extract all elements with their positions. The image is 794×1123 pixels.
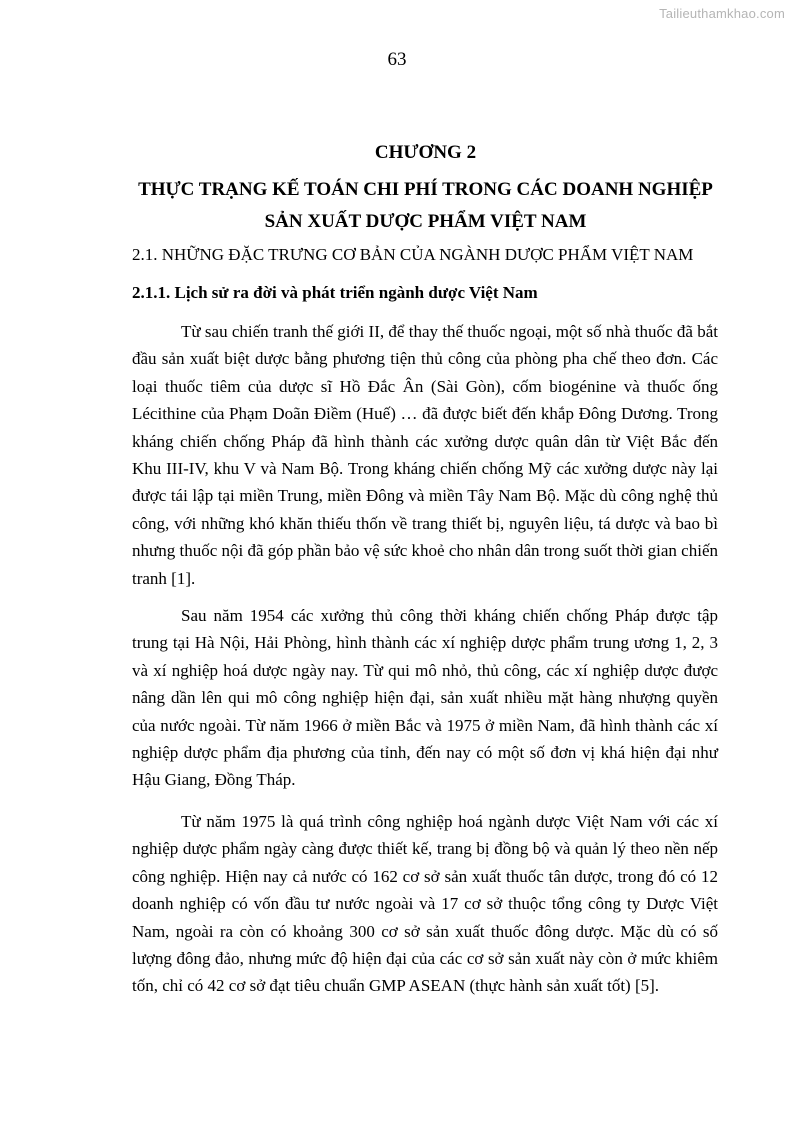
watermark: Tailieuthamkhao.com — [659, 6, 785, 21]
page-number: 63 — [387, 49, 407, 70]
body-paragraph-1: Từ sau chiến tranh thế giới II, để thay thế thuốc ngoại, một số nhà thuốc đã bắt đầu sản xuất biệt dược bằng phương tiện thủ công của phòng pha chế theo đơn. Các loại thuốc tiêm của dược sĩ Hồ Đắc Ân (Sài Gòn), cốm biogénine và thuốc ống Lécithine của Phạm Doãn Điềm (Huế) … đã được biết đến khắp Đông Dương. Trong kháng chiến chống Pháp đã hình thành các xưởng dược quân dân từ Việt Bắc đến Khu III-IV, khu V và Nam Bộ. Trong kháng chiến chống Mỹ các xưởng dược này lại được tái lập tại miền Trung, miền Đông và miền Tây Nam Bộ. Mặc dù công nghệ thủ công, với những khó khăn thiếu thốn về trang thiết bị, nguyên liệu, tá dược và bao bì nhưng thuốc nội đã góp phần bảo vệ sức khoẻ cho nhân dân trong suốt thời gian chiến tranh [1]. — [132, 322, 718, 588]
body-paragraph-3: Từ năm 1975 là quá trình công nghiệp hoá ngành dược Việt Nam với các xí nghiệp dược phẩm ngày càng được thiết kế, trang bị đồng bộ và quản lý theo nền nếp công nghiệp. Hiện nay cả nước có 162 cơ sở sản xuất thuốc tân dược, trong đó có 12 doanh nghiệp có vốn đầu tư nước ngoài và 17 cơ sở thuộc tổng công ty Dược Việt Nam, ngoài ra còn có khoảng 300 cơ sở sản xuất thuốc đông dược. Mặc dù có số lượng đông đảo, nhưng mức độ hiện đại của các cơ sở sản xuất này còn ở mức khiêm tốn, chỉ có 42 cơ sở đạt tiêu chuẩn GMP ASEAN (thực hành sản xuất tốt) [5]. — [132, 812, 718, 996]
chapter-heading-line-2: SẢN XUẤT DƯỢC PHẨM VIỆT NAM — [264, 211, 587, 232]
chapter-title: CHƯƠNG 2 — [374, 142, 477, 163]
body-paragraph-2: Sau năm 1954 các xưởng thủ công thời kháng chiến chống Pháp được tập trung tại Hà Nội, Hải Phòng, hình thành các xí nghiệp dược phẩm trung ương 1, 2, 3 và xí nghiệp hoá dược ngày nay. Từ qui mô nhỏ, thủ công, các xí nghiệp dược được nâng dần lên qui mô công nghiệp hiện đại, sản xuất nhiều mặt hàng nhượng quyền của nước ngoài. Từ năm 1966 ở miền Bắc và 1975 ở miền Nam, đã hình thành các xí nghiệp dược phẩm địa phương của tỉnh, đến nay có một số đơn vị khá hiện đại như Hậu Giang, Đồng Tháp. — [132, 606, 718, 790]
chapter-heading-line-1: THỰC TRẠNG KẾ TOÁN CHI PHÍ TRONG CÁC DOANH NGHIỆP — [138, 179, 713, 200]
chapter-heading — [0, 174, 794, 238]
section-heading: 2.1. NHỮNG ĐẶC TRƯNG CƠ BẢN CỦA NGÀNH DƯỢC PHẨM VIỆT NAM — [132, 245, 694, 264]
subsection-heading: 2.1.1. Lịch sử ra đời và phát triển ngành dược Việt Nam — [132, 283, 538, 302]
